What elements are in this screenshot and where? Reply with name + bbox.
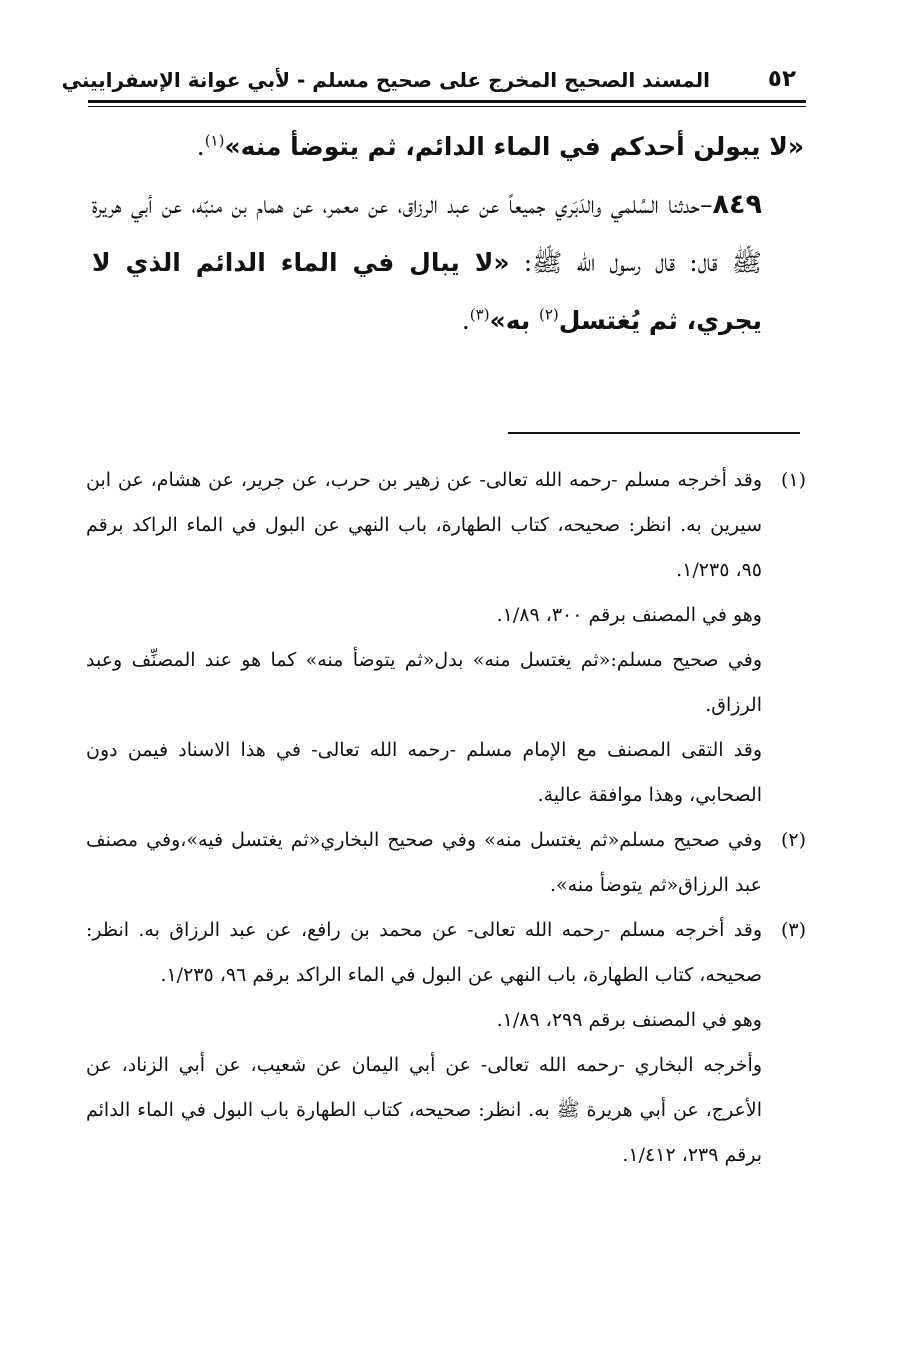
hadith-continuation	[92, 118, 804, 176]
footnote-text: وقد أخرجه مسلم -رحمه الله تعالى- عن زهير بن حرب، عن جرير، عن هشام، عن ابن سيرين به. انظر: صحيحه، كتاب الطهارة، باب النهي عن البول في الماء الراكد برقم ٩٥، ١/٢٣٥.	[86, 469, 762, 581]
sentence-end: .	[196, 132, 205, 161]
footnote-ref-2: (٢)	[538, 305, 559, 324]
footnote-text: وفي صحيح مسلم«ثم يغتسل منه» وفي صحيح البخاري«ثم يغتسل فيه»،وفي مصنف عبد الرزاق«ثم يتوضأ منه».	[86, 829, 762, 896]
header-rule-thin	[88, 106, 806, 107]
footnote-separator	[508, 432, 800, 434]
footnote-1-para-3: وقد التقى المصنف مع الإمام مسلم -رحمه الله تعالى- في هذا الاسناد فيمن دون الصحابي، وهذا موافقة عالية.	[86, 739, 762, 806]
footnotes	[86, 458, 806, 1178]
hadith-dash: –	[700, 190, 713, 219]
footnote-1	[86, 458, 806, 593]
hadith-end: .	[461, 306, 470, 335]
hadith-number: ٨٤٩	[712, 189, 762, 220]
hadith-isnad: حدثنا السُلمي والدَبَري جميعاً عن عبد الرزاق، عن معمر، عن همام بن منبّه، عن أبي هريرة ﷺ قال: قال رسول الله ﷺ:	[92, 190, 762, 277]
footnote-3-para-2: وأخرجه البخاري -رحمه الله تعالى- عن أبي اليمان عن شعيب، عن أبي الزناد، عن الأعرج، عن أبي هريرة ﷺ به. انظر: صحيحه، كتاب الطهارة باب البول في الماء الدائم برقم ٢٣٩، ١/٤١٢.	[86, 1054, 762, 1166]
footnote-number: (٣)	[780, 919, 806, 941]
hadith-849	[92, 176, 804, 350]
header-rule	[88, 100, 806, 103]
footnote-ref-3: (٣)	[469, 305, 490, 324]
running-title: المسند الصحيح المخرج على صحيح مسلم - لأبي عوانة الإسفراييني	[61, 68, 710, 92]
footnote-3-para-1: وهو في المصنف برقم ٢٩٩، ١/٨٩.	[496, 1009, 762, 1031]
footnote-number: (٢)	[780, 829, 806, 851]
page-number: ٥٢	[767, 66, 796, 92]
footnote-text: وقد أخرجه مسلم -رحمه الله تعالى- عن محمد بن رافع، عن عبد الرزاق به. انظر: صحيحه، كتاب الطهارة، باب النهي عن البول في الماء الراكد برقم ٩٦، ١/٢٣٥.	[86, 919, 762, 986]
hadith-quote: «لا يبولن أحدكم في الماء الدائم، ثم يتوضأ منه»	[224, 132, 804, 161]
footnote-1-para-2: وفي صحيح مسلم:«ثم يغتسل منه» بدل«ثم يتوضأ منه» كما هو عند المصنِّف وعبد الرزاق.	[86, 649, 762, 716]
hadith-matn-end: به»	[489, 306, 539, 335]
footnote-ref-1: (١)	[204, 131, 225, 150]
footnote-3	[86, 908, 806, 998]
footnote-1-para-1: وهو في المصنف برقم ٣٠٠، ١/٨٩.	[496, 604, 762, 626]
main-text	[92, 118, 804, 350]
hadith-matn: «لا يبال في الماء الدائم الذي لا يجري، ثم يُغتسل	[92, 248, 762, 335]
footnote-2	[86, 818, 806, 908]
running-header	[61, 62, 806, 100]
footnote-number: (١)	[780, 469, 806, 491]
